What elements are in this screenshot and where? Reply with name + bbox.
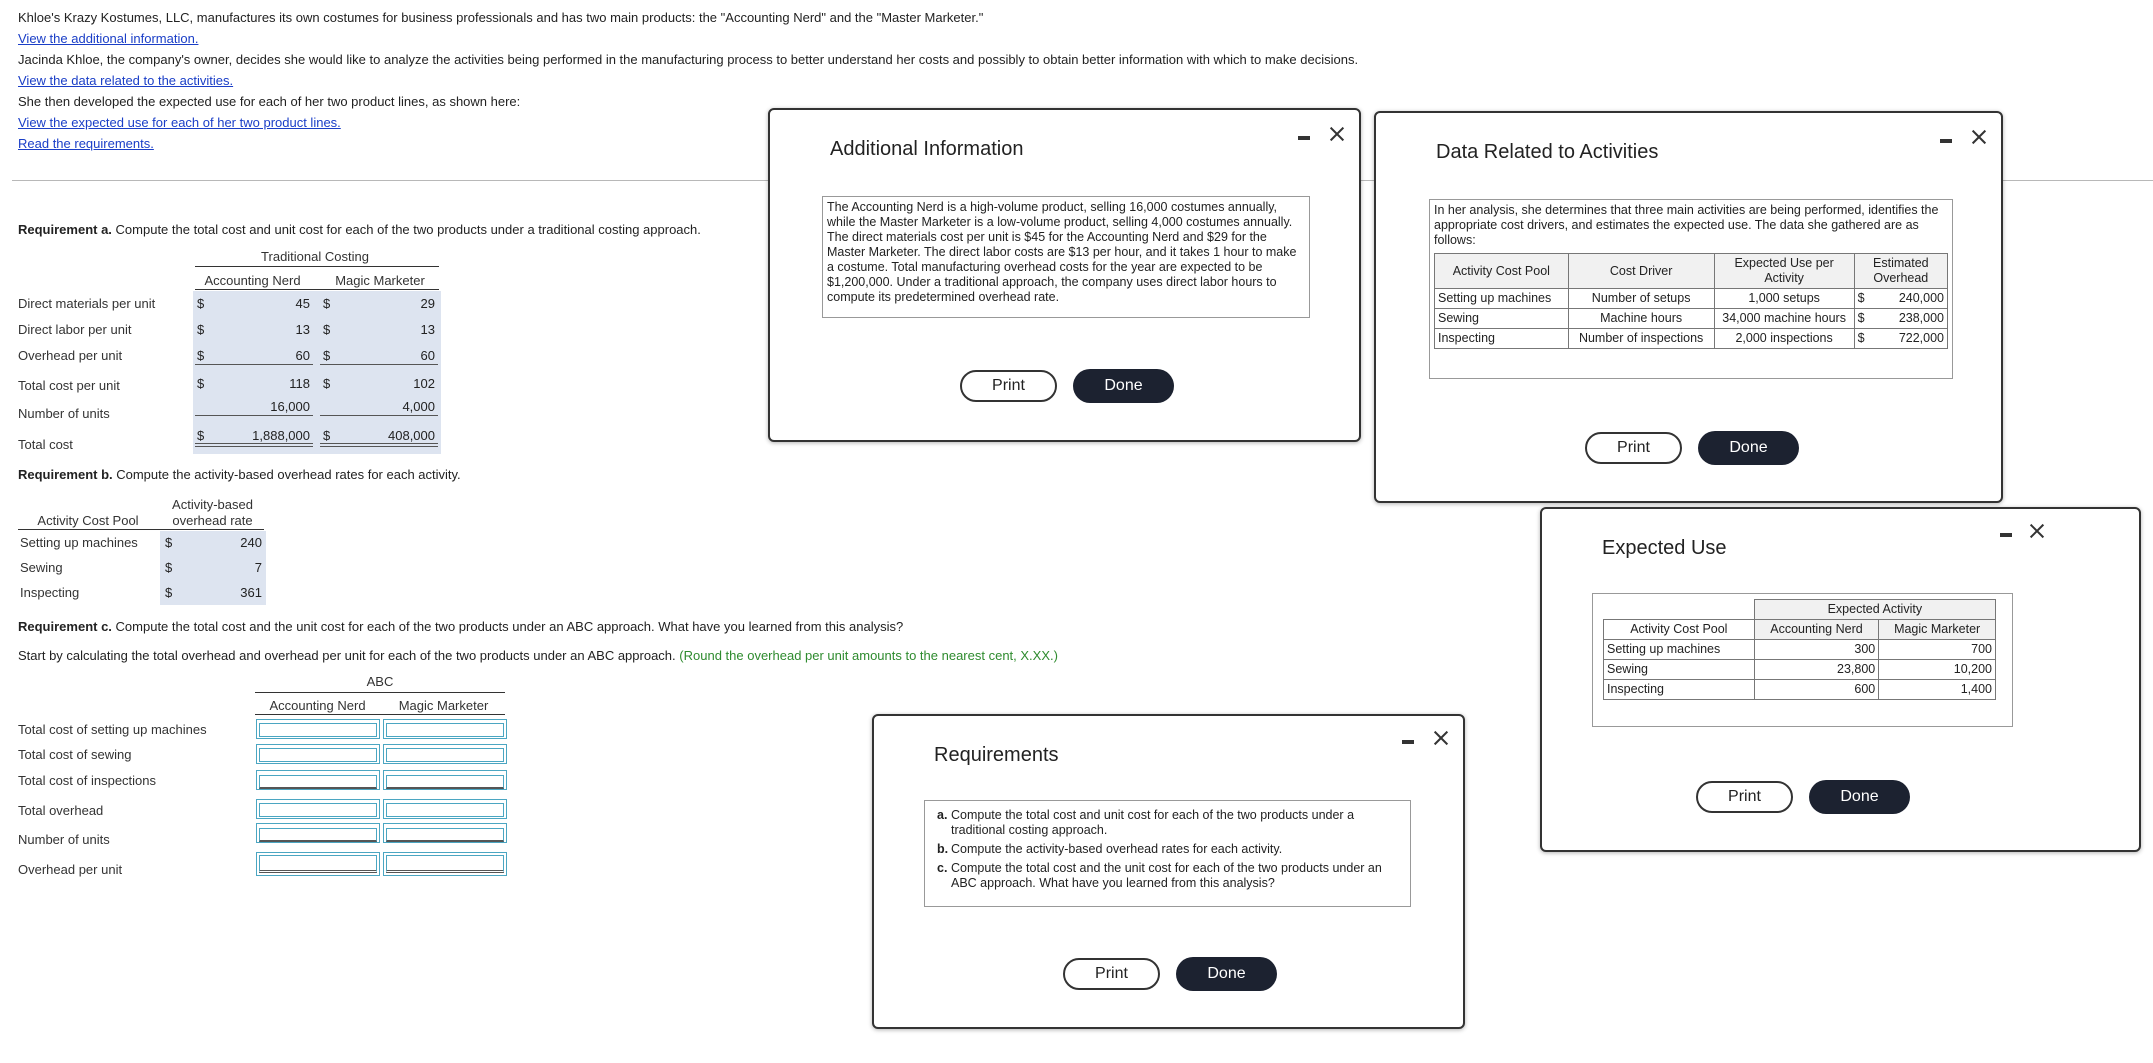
expected-use-link[interactable]: View the expected use for each of her two product lines. bbox=[18, 115, 341, 130]
cell-pool: Inspecting bbox=[1604, 680, 1755, 700]
subtotal-rule bbox=[195, 415, 313, 416]
value-magic-marketer: 29 bbox=[420, 296, 435, 311]
requirements-modal bbox=[872, 714, 1465, 1029]
done-button[interactable]: Done bbox=[1176, 957, 1277, 991]
activities-table bbox=[1434, 253, 1948, 349]
close-icon[interactable] bbox=[1328, 125, 1346, 143]
col-rate-line2: overhead rate bbox=[172, 513, 253, 528]
dollar-sign: $ bbox=[323, 428, 331, 443]
expected-use-modal bbox=[1540, 507, 2141, 852]
row-label: Sewing bbox=[20, 560, 63, 575]
requirements-list bbox=[924, 800, 1411, 907]
col-magic-marketer: Magic Marketer bbox=[335, 273, 425, 288]
cell-overhead: 722,000 bbox=[1873, 329, 1947, 349]
header-rule bbox=[255, 692, 505, 693]
abc-setup-nerd-input[interactable] bbox=[256, 719, 380, 739]
th-expected-activity: Expected Activity bbox=[1754, 600, 1995, 620]
abc-overhead-per-unit-marketer-input[interactable] bbox=[383, 852, 507, 876]
row-label: Number of units bbox=[18, 406, 110, 421]
requirement-item: c. Compute the total cost and the unit cost for each of the two products under an ABC approach. What have you learned from this analysis? bbox=[937, 861, 1382, 890]
row-label: Setting up machines bbox=[20, 535, 138, 550]
intro-line-3: She then developed the expected use for each of her two product lines, as shown here: bbox=[18, 94, 521, 109]
dollar-sign: $ bbox=[197, 322, 205, 337]
value-magic-marketer: 60 bbox=[420, 348, 435, 363]
row-label: Number of units bbox=[18, 832, 110, 847]
cell-accounting-nerd: 300 bbox=[1754, 640, 1879, 660]
dollar-sign: $ bbox=[165, 585, 173, 600]
print-button[interactable]: Print bbox=[1696, 781, 1793, 813]
dollar-sign: $ bbox=[165, 560, 173, 575]
header-rule bbox=[195, 266, 439, 267]
done-button[interactable]: Done bbox=[1698, 431, 1799, 465]
table-header-row bbox=[1604, 620, 1996, 640]
header-rule bbox=[18, 529, 264, 530]
cell-dollar: $ bbox=[1854, 309, 1873, 329]
dollar-sign: $ bbox=[197, 376, 205, 391]
dollar-sign: $ bbox=[323, 376, 331, 391]
row-label: Overhead per unit bbox=[18, 862, 123, 877]
done-button[interactable]: Done bbox=[1809, 780, 1910, 814]
th-overhead: Estimated Overhead bbox=[1854, 254, 1947, 289]
intro-line-1: Khloe's Krazy Kostumes, LLC, manufactures its own costumes for business professionals and has two main products: the "Accounting Nerd" and the "Master Marketer." bbox=[18, 10, 984, 25]
minimize-icon[interactable] bbox=[2000, 533, 2012, 537]
th-magic-marketer: Magic Marketer bbox=[1879, 620, 1996, 640]
minimize-icon[interactable] bbox=[1402, 740, 1414, 744]
cell-magic-marketer: 1,400 bbox=[1879, 680, 1996, 700]
th-driver: Cost Driver bbox=[1568, 254, 1714, 289]
expected-use-content bbox=[1592, 593, 2013, 727]
abc-units-marketer-input[interactable] bbox=[383, 823, 507, 843]
requirement-item: a. Compute the total cost and unit cost for each of the two products under a traditional costing approach. bbox=[937, 808, 1355, 837]
close-icon[interactable] bbox=[1970, 128, 1988, 146]
th-pool: Activity Cost Pool bbox=[1604, 620, 1755, 640]
req-c-instructions: Start by calculating the total overhead and overhead per unit for each of the two products under an ABC approach. (Round the overhead per unit amounts to the nearest cent, X.XX.) bbox=[18, 648, 1058, 663]
col-rate-line1: Activity-based bbox=[172, 497, 253, 512]
th-accounting-nerd: Accounting Nerd bbox=[1754, 620, 1879, 640]
requirement-item: b. Compute the activity-based overhead rates for each activity. bbox=[937, 842, 1283, 856]
total-double-rule bbox=[320, 443, 438, 447]
rate-value: 240 bbox=[240, 535, 262, 550]
activities-data-link[interactable]: View the data related to the activities. bbox=[18, 73, 234, 88]
th-expected-use: Expected Use per Activity bbox=[1714, 254, 1854, 289]
dollar-sign: $ bbox=[165, 535, 173, 550]
subtotal-rule bbox=[320, 415, 438, 416]
expected-use-table bbox=[1603, 599, 1996, 700]
row-label: Total cost of sewing bbox=[18, 747, 132, 762]
col-accounting-nerd: Accounting Nerd bbox=[269, 698, 366, 713]
activities-content bbox=[1429, 199, 1953, 379]
requirements-link[interactable]: Read the requirements. bbox=[18, 136, 154, 151]
col-magic-marketer: Magic Marketer bbox=[398, 698, 489, 713]
req-b-heading: Requirement b. Compute the activity-based overhead rates for each activity. bbox=[18, 467, 461, 482]
req-a-heading: Requirement a. Compute the total cost and unit cost for each of the two products under a traditional costing approach. bbox=[18, 222, 701, 237]
rate-value: 7 bbox=[254, 560, 262, 575]
table-row bbox=[1435, 309, 1948, 329]
value-accounting-nerd: 45 bbox=[295, 296, 310, 311]
row-label: Total cost bbox=[18, 437, 73, 452]
intro-line-2: Jacinda Khloe, the company's owner, decides she would like to analyze the activities being performed in the manufacturing process to better understand her costs and possibly to obtain better information with which to make decisions. bbox=[18, 52, 1359, 67]
row-label: Direct materials per unit bbox=[18, 296, 156, 311]
cell-pool: Sewing bbox=[1604, 660, 1755, 680]
value-accounting-nerd: 118 bbox=[289, 376, 310, 391]
cell-pool: Sewing bbox=[1435, 309, 1569, 329]
abc-units-nerd-input[interactable] bbox=[256, 823, 380, 843]
modal-title: Requirements bbox=[934, 744, 1059, 766]
cell-driver: Number of inspections bbox=[1568, 329, 1714, 349]
table-row bbox=[1604, 660, 1996, 680]
header-rule bbox=[255, 714, 505, 715]
cell-accounting-nerd: 23,800 bbox=[1754, 660, 1879, 680]
rate-value: 361 bbox=[240, 585, 262, 600]
row-label: Inspecting bbox=[20, 585, 80, 600]
th-pool: Activity Cost Pool bbox=[1435, 254, 1569, 289]
cell-overhead: 238,000 bbox=[1873, 309, 1947, 329]
additional-info-modal bbox=[768, 108, 1361, 442]
dollar-sign: $ bbox=[323, 296, 331, 311]
dollar-sign: $ bbox=[197, 428, 205, 443]
dollar-sign: $ bbox=[197, 348, 205, 363]
cell-overhead: 240,000 bbox=[1873, 289, 1947, 309]
dollar-sign: $ bbox=[323, 322, 331, 337]
row-label: Total cost per unit bbox=[18, 378, 120, 393]
abc-overhead-per-unit-nerd-input[interactable] bbox=[256, 852, 380, 876]
total-double-rule bbox=[195, 443, 313, 447]
rounding-hint: (Round the overhead per unit amounts to the nearest cent, X.XX.) bbox=[679, 648, 1058, 663]
modal-title: Additional Information bbox=[830, 138, 1024, 160]
cell-magic-marketer: 700 bbox=[1879, 640, 1996, 660]
header-rule bbox=[195, 289, 439, 290]
print-button[interactable]: Print bbox=[960, 370, 1057, 402]
activities-modal bbox=[1374, 111, 2003, 503]
cell-use: 34,000 machine hours bbox=[1714, 309, 1854, 329]
cell-driver: Machine hours bbox=[1568, 309, 1714, 329]
value-accounting-nerd: 13 bbox=[295, 322, 310, 337]
req-c-heading: Requirement c. Compute the total cost and the unit cost for each of the two products under an ABC approach. What have you learned from this analysis? bbox=[18, 619, 904, 634]
close-icon[interactable] bbox=[1432, 729, 1450, 747]
cell-dollar: $ bbox=[1854, 329, 1873, 349]
cell-accounting-nerd: 600 bbox=[1754, 680, 1879, 700]
table-row bbox=[1435, 329, 1948, 349]
table-header-row bbox=[1435, 254, 1948, 289]
done-button[interactable]: Done bbox=[1073, 369, 1174, 403]
dollar-sign: $ bbox=[323, 348, 331, 363]
row-label: Total cost of inspections bbox=[18, 773, 157, 788]
table-header-row bbox=[1604, 600, 1996, 620]
abc-total-overhead-marketer-input[interactable] bbox=[383, 799, 507, 819]
cell-magic-marketer: 10,200 bbox=[1879, 660, 1996, 680]
abc-setup-marketer-input[interactable] bbox=[383, 719, 507, 739]
cell-driver: Number of setups bbox=[1568, 289, 1714, 309]
value-magic-marketer: 408,000 bbox=[388, 428, 435, 443]
table-row bbox=[1604, 640, 1996, 660]
value-magic-marketer: 4,000 bbox=[402, 399, 435, 414]
additional-info-link[interactable]: View the additional information. bbox=[18, 31, 199, 46]
activities-intro: In her analysis, she determines that three main activities are being performed, identifies the appropriate cost drivers, and estimates the expected use. The data she gathered are as follows: bbox=[1434, 203, 1939, 247]
dollar-sign: $ bbox=[197, 296, 205, 311]
cell-use: 1,000 setups bbox=[1714, 289, 1854, 309]
value-accounting-nerd: 16,000 bbox=[270, 399, 310, 414]
row-label: Total cost of setting up machines bbox=[18, 722, 207, 737]
cell-pool: Setting up machines bbox=[1435, 289, 1569, 309]
cell-pool: Inspecting bbox=[1435, 329, 1569, 349]
subtotal-rule bbox=[195, 364, 313, 365]
cell-use: 2,000 inspections bbox=[1714, 329, 1854, 349]
abc-total-overhead-nerd-input[interactable] bbox=[256, 799, 380, 819]
close-icon[interactable] bbox=[2028, 522, 2046, 540]
table-row bbox=[1435, 289, 1948, 309]
value-magic-marketer: 13 bbox=[420, 322, 435, 337]
cell-pool: Setting up machines bbox=[1604, 640, 1755, 660]
value-accounting-nerd: 1,888,000 bbox=[252, 428, 310, 443]
additional-info-text: The Accounting Nerd is a high-volume product, selling 16,000 costumes annually, while the Master Marketer is a low-volume product, selling 4,000 costumes annually. The direct materials cost per unit is $45 for the Accounting Nerd and $29 for the Master Marketer. The direct labor costs are $13 per hour, and it takes 1 hour to make a costume. Total manufacturing overhead costs for the year are expected to be $1,200,000. Under a traditional approach, the company uses direct labor hours to compute its predetermined overhead rate. bbox=[822, 196, 1310, 318]
modal-title: Expected Use bbox=[1602, 537, 1727, 559]
col-accounting-nerd: Accounting Nerd bbox=[204, 273, 301, 288]
abc-header: ABC bbox=[366, 674, 394, 689]
abc-sewing-nerd-input[interactable] bbox=[256, 744, 380, 764]
row-label: Overhead per unit bbox=[18, 348, 123, 363]
minimize-icon[interactable] bbox=[1940, 139, 1952, 143]
modal-title: Data Related to Activities bbox=[1436, 141, 1659, 163]
print-button[interactable]: Print bbox=[1585, 432, 1682, 464]
print-button[interactable]: Print bbox=[1063, 958, 1160, 990]
traditional-costing-header: Traditional Costing bbox=[261, 249, 369, 264]
row-label: Direct labor per unit bbox=[18, 322, 132, 337]
table-row bbox=[1604, 680, 1996, 700]
row-label: Total overhead bbox=[18, 803, 104, 818]
cell-dollar: $ bbox=[1854, 289, 1873, 309]
abc-sewing-marketer-input[interactable] bbox=[383, 744, 507, 764]
subtotal-rule bbox=[320, 364, 438, 365]
abc-inspections-nerd-input[interactable] bbox=[256, 770, 380, 790]
col-activity-pool: Activity Cost Pool bbox=[37, 513, 139, 528]
value-accounting-nerd: 60 bbox=[295, 348, 310, 363]
abc-inspections-marketer-input[interactable] bbox=[383, 770, 507, 790]
value-magic-marketer: 102 bbox=[413, 376, 435, 391]
minimize-icon[interactable] bbox=[1298, 136, 1310, 140]
